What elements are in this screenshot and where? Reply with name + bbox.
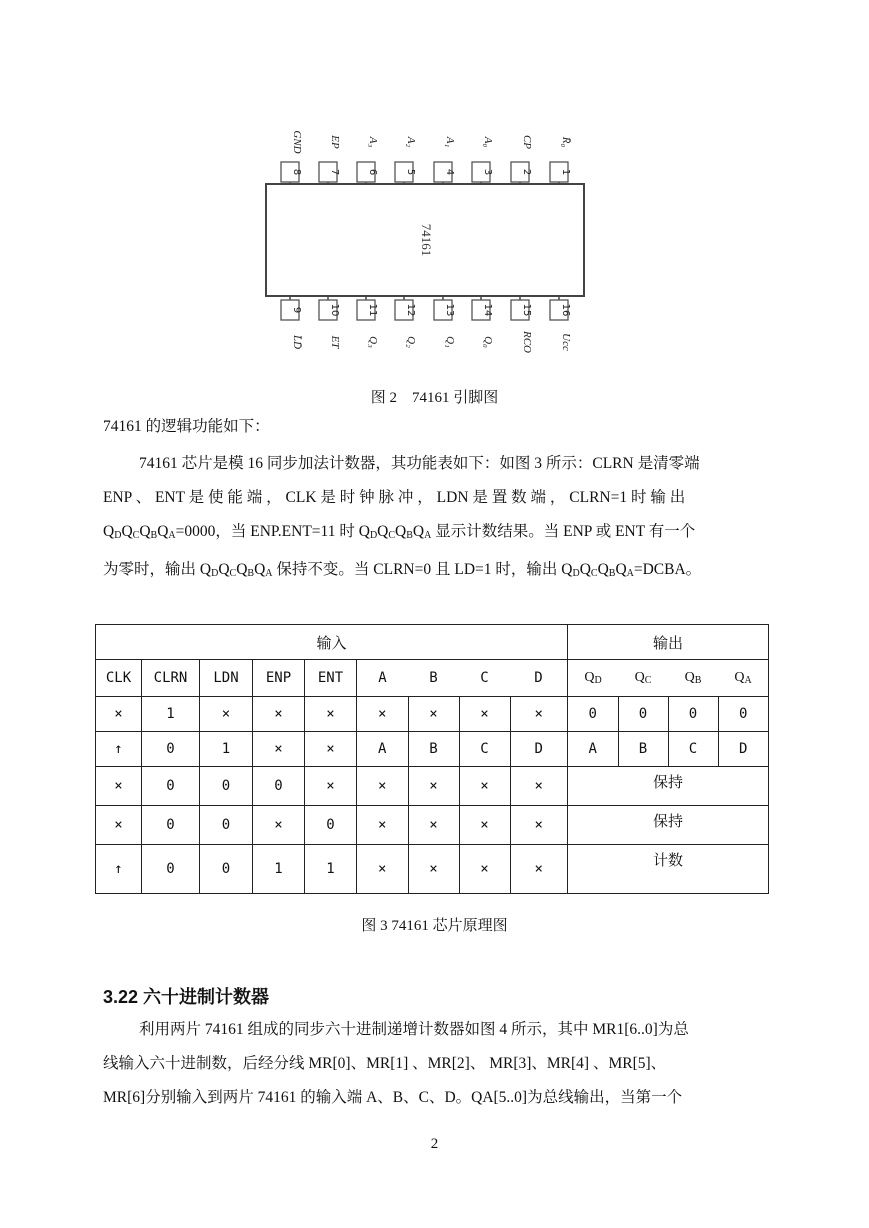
table-row — [96, 697, 769, 732]
table-cell: 1 — [142, 697, 200, 732]
pin-label: GND — [291, 130, 303, 154]
pin-number: 16 — [560, 303, 571, 317]
para2-line1: 利用两片 74161 组成的同步六十进制递增计数器如图 4 所示，其中 MR1[6..0]为总 — [139, 1021, 689, 1038]
pin-number: 9 — [291, 306, 302, 314]
col-ent: ENT — [305, 660, 357, 697]
table-row — [96, 732, 769, 767]
para2-line3: MR[6]分别输入到两片 74161 的输入端 A、B、C、D。QA[5..0]为总线输出，当第一个 — [103, 1089, 683, 1106]
pin-number: 1 — [560, 168, 571, 176]
table-row — [96, 806, 769, 845]
table-cell: × — [253, 697, 305, 732]
pin-number: 14 — [482, 303, 493, 317]
pin-label: RCO — [521, 331, 533, 353]
pin-label: CP — [521, 134, 533, 150]
pin-label: Q₂ — [405, 336, 417, 348]
table-cell: × — [510, 845, 568, 894]
pin-number: 12 — [405, 303, 416, 317]
col-qc: $Q_C$ — [618, 660, 668, 697]
table-cell: × — [305, 697, 357, 732]
table-cell: × — [459, 767, 510, 806]
pin-label: Q₀ — [482, 336, 494, 348]
table-cell: 0 — [200, 806, 253, 845]
section-heading: 3.22 六十进制计数器 — [103, 987, 270, 1007]
pin-label: A₀ — [482, 136, 494, 148]
col-clrn: CLRN — [142, 660, 200, 697]
table-cell: × — [408, 697, 459, 732]
table-cell: × — [357, 806, 409, 845]
figure-3-caption: 图 3 74161 芯片原理图 — [361, 918, 508, 934]
pin-number: 5 — [405, 168, 416, 176]
table-cell: 0 — [305, 806, 357, 845]
table-cell: A — [357, 732, 409, 767]
pin-number: 10 — [329, 303, 340, 317]
pin-number: 6 — [367, 168, 378, 176]
pin-number: 15 — [521, 303, 532, 317]
table-cell: × — [459, 806, 510, 845]
table-cell: ↑ — [96, 732, 142, 767]
intro-text — [103, 410, 771, 444]
table-cell: D — [718, 732, 769, 767]
table-cell: 0 — [200, 845, 253, 894]
table-cell: 0 — [253, 767, 305, 806]
col-a: A — [357, 660, 409, 697]
intro-line: 74161 的逻辑功能如下： — [103, 418, 270, 435]
table-cell: × — [357, 697, 409, 732]
table-cell: × — [459, 845, 510, 894]
table-cell: × — [96, 767, 142, 806]
table-cell: D — [510, 732, 568, 767]
table-cell: 0 — [668, 697, 718, 732]
table-cell: × — [510, 806, 568, 845]
para2-line2: 线输入六十进制数，后经分线 MR[0]、MR[1] 、MR[2]、 MR[3]、MR[4] 、MR[5]、 — [103, 1055, 667, 1072]
pin-label: A₁ — [444, 136, 456, 148]
table-cell: 0 — [568, 697, 619, 732]
table-header-row — [96, 625, 769, 660]
table-row — [96, 845, 769, 894]
pinout-figure — [262, 122, 592, 378]
input-header: 输入 — [96, 625, 568, 660]
pin-number: 7 — [329, 168, 340, 176]
table-cell: B — [408, 732, 459, 767]
chip-label: 74161 — [419, 223, 434, 257]
col-d: D — [510, 660, 568, 697]
table-cell: B — [618, 732, 668, 767]
pin-number: 3 — [482, 168, 493, 176]
para1-line2: ENP 、 ENT 是 使 能 端 ， CLK 是 时 钟 脉 冲 ， LDN 是 置 数 端 ， CLRN=1 时 输 出 — [103, 489, 686, 506]
pin-number: 4 — [444, 168, 455, 176]
para1-line3: $Q_DQ_CQ_BQ_A=0000$，当 ENP.ENT=11 时 $Q_DQ_CQ_BQ_A$ 显示计数结果。当 ENP 或 ENT 有一个 — [103, 523, 696, 541]
col-clk: CLK — [96, 660, 142, 697]
figure-2-caption: 图 2 74161 引脚图 — [370, 390, 499, 406]
table-cell: × — [408, 845, 459, 894]
table-cell: × — [408, 767, 459, 806]
table-cell: × — [357, 767, 409, 806]
table-cell: × — [96, 697, 142, 732]
pin-label: L̄D̄ — [291, 334, 303, 350]
table-cell: A — [568, 732, 619, 767]
table-cell: × — [510, 697, 568, 732]
col-enp: ENP — [253, 660, 305, 697]
table-cell: × — [305, 732, 357, 767]
table-subheader-row — [96, 660, 769, 697]
table-cell-merged: 保持 — [568, 806, 769, 845]
table-cell: 0 — [142, 767, 200, 806]
pin-label: Q₁ — [444, 336, 456, 348]
table-cell: × — [357, 845, 409, 894]
col-qb: $Q_B$ — [668, 660, 718, 697]
pin-label: A₃ — [367, 136, 379, 148]
pin-label: Ucc — [560, 333, 572, 351]
pin-label: A₂ — [405, 136, 417, 148]
page-number: 2 — [430, 1136, 439, 1152]
table-cell: × — [253, 806, 305, 845]
table-cell: 0 — [718, 697, 769, 732]
table-cell: 1 — [253, 845, 305, 894]
table-cell: 1 — [200, 732, 253, 767]
col-c: C — [459, 660, 510, 697]
col-qd: $Q_D$ — [568, 660, 619, 697]
paragraph-1 — [103, 447, 771, 591]
col-ldn: LDN — [200, 660, 253, 697]
table-cell: 0 — [142, 732, 200, 767]
pin-number: 8 — [291, 168, 302, 176]
table-cell: × — [510, 767, 568, 806]
pin-label: EP — [329, 135, 341, 149]
table-cell: × — [305, 767, 357, 806]
table-row — [96, 767, 769, 806]
table-cell: 0 — [142, 845, 200, 894]
pin-label: Q₃ — [367, 336, 379, 348]
table-cell: C — [668, 732, 718, 767]
table-cell: 0 — [618, 697, 668, 732]
table-cell: × — [96, 806, 142, 845]
table-cell: ↑ — [96, 845, 142, 894]
pin-number: 2 — [521, 168, 532, 176]
pin-label: R̄₀ — [560, 136, 572, 148]
para1-line4: 为零时，输出 $Q_DQ_CQ_BQ_A$ 保持不变。当 CLRN=0 且 LD=1 时，输出 $Q_DQ_CQ_BQ_A=DCBA$。 — [103, 561, 702, 579]
pinout-diagram — [262, 122, 592, 378]
table-cell: × — [200, 697, 253, 732]
output-header: 输出 — [568, 625, 769, 660]
table-cell-merged: 计数 — [568, 845, 769, 894]
table-cell: C — [459, 732, 510, 767]
table-cell-merged: 保持 — [568, 767, 769, 806]
pin-number: 11 — [367, 303, 378, 317]
col-qa: $Q_A$ — [718, 660, 769, 697]
pin-label: ET — [329, 335, 341, 349]
table-cell: 1 — [305, 845, 357, 894]
function-table — [95, 624, 769, 894]
para1-line1: 74161 芯片是模 16 同步加法计数器，其功能表如下：如图 3 所示：CLRN 是清零端 — [139, 455, 700, 472]
paragraph-2 — [103, 1013, 771, 1115]
table-cell: × — [253, 732, 305, 767]
table-cell: 0 — [200, 767, 253, 806]
pin-number: 13 — [444, 303, 455, 317]
table-cell: 0 — [142, 806, 200, 845]
table-cell: × — [459, 697, 510, 732]
table-cell: × — [408, 806, 459, 845]
col-b: B — [408, 660, 459, 697]
